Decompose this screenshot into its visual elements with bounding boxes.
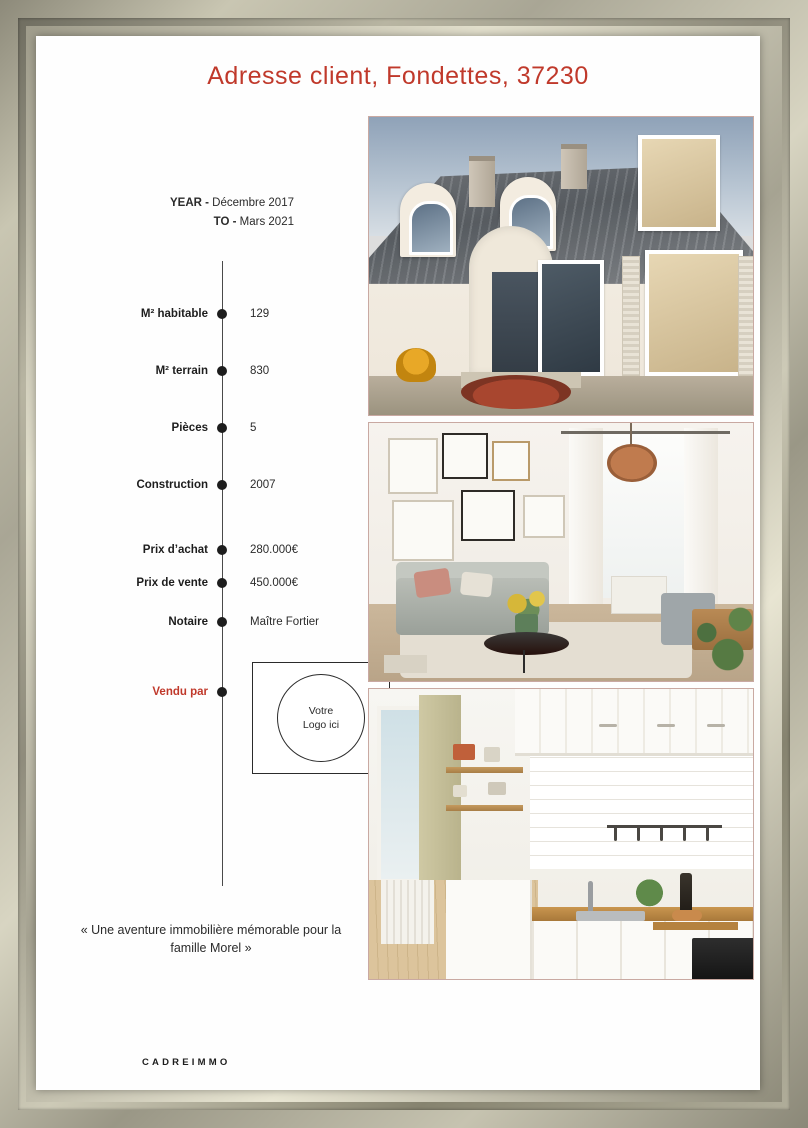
detail-row-notaire: [36, 614, 376, 630]
framed-art: [388, 438, 438, 494]
house-plant: [669, 593, 753, 681]
detail-label: Vendu par: [152, 686, 208, 698]
red-shrub: [461, 375, 571, 409]
shelf-unit: [611, 576, 667, 614]
framed-art: [492, 441, 531, 481]
testimonial-quote: « Une aventure immobilière mémorable pour la famille Morel »: [80, 923, 342, 955]
period-block: [36, 194, 294, 232]
hook-icon: [637, 827, 640, 841]
logo-placeholder-line2: Logo ici: [302, 719, 340, 731]
upper-cabinets: [515, 689, 753, 756]
radiator: [381, 880, 435, 944]
detail-label: M² terrain: [155, 365, 208, 377]
open-shelf: [446, 805, 523, 811]
timeline-dot-icon: [217, 617, 227, 627]
ceramic-pot: [488, 782, 506, 795]
ground-window-right: [645, 250, 743, 376]
framed-art: [442, 433, 488, 478]
period-to-value: Mars 2021: [239, 216, 294, 228]
chimney: [469, 156, 495, 207]
open-shelf: [446, 767, 523, 773]
detail-label: M² habitable: [140, 308, 208, 320]
herb-plant: [630, 878, 668, 916]
ceramic-pot: [453, 785, 467, 797]
base-cabinet: [446, 880, 532, 979]
chimney: [561, 144, 587, 189]
timeline-axis: [222, 261, 223, 886]
framed-art: [461, 490, 515, 540]
photo-inner: [369, 117, 753, 415]
tile-backsplash: [530, 753, 753, 869]
cabinet-handle: [657, 724, 675, 727]
detail-row-prix-vente: [36, 575, 376, 591]
table-leg: [523, 650, 525, 673]
logo-placeholder-line1: Votre: [308, 705, 334, 717]
hook-icon: [660, 827, 663, 841]
photo-inner: [369, 689, 753, 979]
pepper-grinder: [680, 873, 692, 915]
detail-value: 2007: [250, 479, 276, 491]
hook-icon: [614, 827, 617, 841]
timeline-dot-icon: [217, 578, 227, 588]
logo-placeholder-text: [303, 704, 339, 732]
framed-art: [392, 500, 454, 561]
detail-value: Maître Fortier: [250, 616, 320, 628]
timeline-dot-icon: [217, 480, 227, 490]
framed-art: [523, 495, 565, 538]
books-stack: [384, 655, 426, 673]
timeline-dot-icon: [217, 423, 227, 433]
detail-value: 280.000€: [250, 544, 298, 556]
period-to-row: [36, 213, 294, 232]
detail-row-terrain: [36, 363, 376, 379]
photo-inner: [369, 423, 753, 681]
kitchen-photo: [368, 688, 754, 980]
ceramic-pot: [484, 747, 500, 762]
window-shutter: [738, 256, 753, 376]
period-year-value: Décembre 2017: [212, 197, 294, 209]
living-room-photo: [368, 422, 754, 682]
timeline-dot-icon: [217, 366, 227, 376]
oven: [692, 938, 753, 979]
page-title: Adresse client, Fondettes, 37230: [207, 62, 589, 90]
hook-icon: [706, 827, 709, 841]
detail-label: Prix d’achat: [142, 544, 208, 556]
detail-row-pieces: [36, 420, 376, 436]
timeline-dot-icon: [217, 545, 227, 555]
period-year-label: YEAR -: [169, 197, 209, 209]
pendant-cord: [630, 423, 632, 446]
cushion: [413, 568, 451, 598]
house-exterior-photo: [368, 116, 754, 416]
detail-label: Prix de vente: [136, 577, 208, 589]
dormer-glass: [409, 201, 453, 255]
detail-value: 129: [250, 308, 270, 320]
curtain-rod: [561, 431, 730, 434]
curtain: [569, 428, 604, 603]
detail-row-habitable: [36, 306, 376, 322]
ground-window-left: [538, 260, 604, 376]
curtain: [684, 428, 719, 603]
bread-loaf: [672, 910, 702, 921]
detail-label: Construction: [136, 479, 208, 491]
logo-placeholder-circle: [277, 674, 365, 762]
detail-label: Notaire: [168, 616, 208, 628]
detail-label: Pièces: [171, 422, 208, 434]
utensil-rail: [607, 825, 722, 828]
detail-value: 450.000€: [250, 577, 298, 589]
upper-window: [638, 135, 720, 231]
brand-logo-text: CADREIMMO: [142, 1057, 231, 1068]
cutting-board: [653, 922, 737, 930]
pendant-lamp: [607, 444, 657, 483]
cushion: [460, 571, 493, 597]
window-shutter: [622, 256, 640, 376]
ceramic-pot: [453, 744, 475, 760]
flower-pot: [396, 348, 436, 382]
front-door: [492, 272, 538, 376]
detail-value: 5: [250, 422, 257, 434]
cabinet-handle: [599, 724, 617, 727]
period-to-label: TO -: [213, 216, 237, 228]
coffee-table: [484, 632, 568, 655]
poster-page: [36, 36, 760, 1090]
detail-row-construction: [36, 477, 376, 493]
hook-icon: [683, 827, 686, 841]
dormer-window: [400, 183, 456, 257]
timeline-dot-icon: [217, 687, 227, 697]
details-column: [36, 156, 376, 1056]
timeline-dot-icon: [217, 309, 227, 319]
detail-value: 830: [250, 365, 270, 377]
cabinet-handle: [707, 724, 725, 727]
period-year-row: [36, 194, 294, 213]
detail-row-prix-achat: [36, 542, 376, 558]
